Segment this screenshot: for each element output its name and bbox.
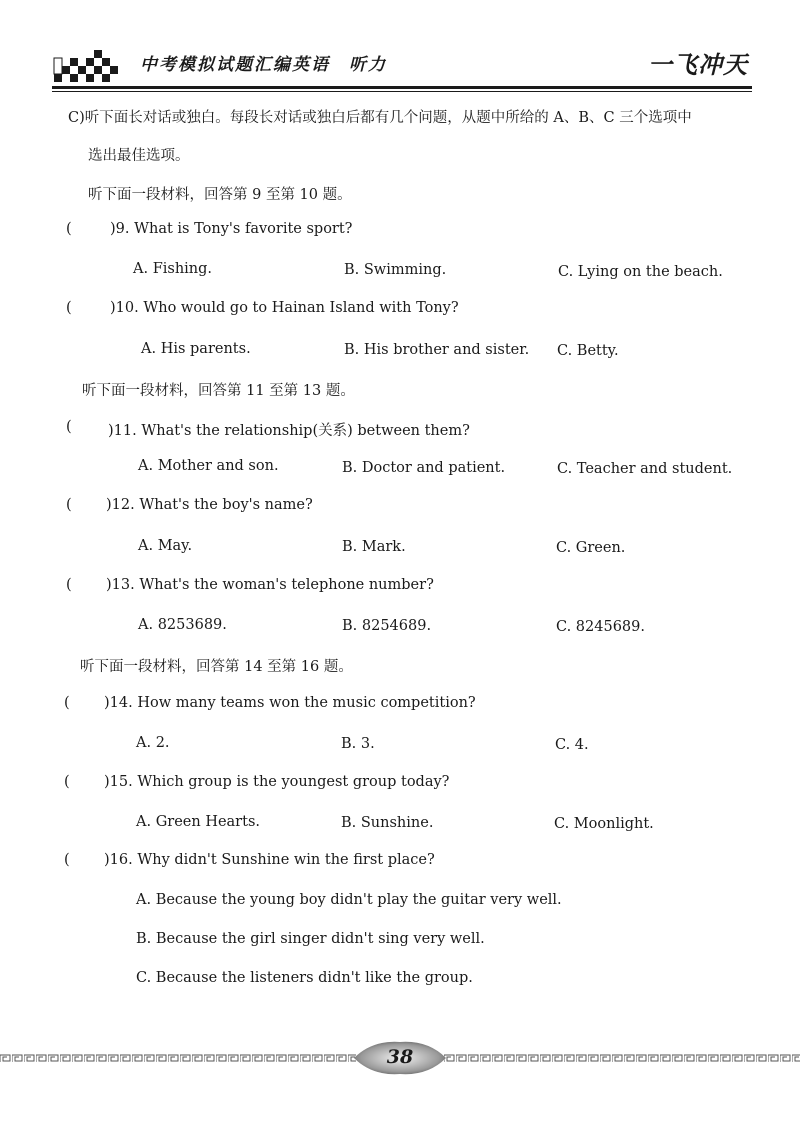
page-header [0,0,800,100]
option-c: C. Moonlight. [554,816,654,832]
question-stem: )16. Why didn't Sunshine win the first place? [104,852,435,868]
option-c: C. 8245689. [556,619,645,635]
option-a: A. Fishing. [133,261,213,277]
header-title: 中考模拟试题汇编英语 听力 [140,55,387,75]
option-a: A. May. [138,538,193,554]
group-heading: 听下面一段材料，回答第 11 至第 13 题。 [82,383,355,399]
option-b: B. 8254689. [342,618,432,634]
answer-blank[interactable]: ( [66,577,72,593]
header-brand: 一飞冲天 [648,50,748,79]
option-b: B. Mark. [342,539,406,555]
answer-blank[interactable]: ( [66,497,72,513]
option-a: A. His parents. [141,341,251,357]
option-b: B. Doctor and patient. [342,460,506,476]
option-a: A. Because the young boy didn't play the guitar very well. [136,892,562,908]
section-instruction-cont: 选出最佳选项。 [88,148,190,164]
option-a: A. 2. [136,735,170,751]
group-heading: 听下面一段材料，回答第 14 至第 16 题。 [80,659,353,675]
option-b: B. His brother and sister. [344,342,530,358]
option-b: B. Because the girl singer didn't sing very well. [136,931,485,947]
answer-blank[interactable]: ( [64,852,70,868]
option-b: B. Sunshine. [341,815,434,831]
page-number: 38 [386,1046,414,1068]
header-rule [52,86,752,89]
question-stem: )10. Who would go to Hainan Island with Tony? [110,300,459,316]
option-a: A. Mother and son. [138,458,279,474]
question-stem: )12. What's the boy's name? [106,497,313,513]
question-stem: )11. What's the relationship(关系) between them? [108,423,470,439]
checkered-logo-icon [52,48,124,84]
question-stem: )15. Which group is the youngest group today? [104,774,450,790]
header-rule-thin [52,91,752,92]
page-footer [0,1038,800,1078]
option-a: A. 8253689. [138,617,227,633]
option-c: C. Teacher and student. [557,461,733,477]
option-b: B. Swimming. [344,262,447,278]
option-b: B. 3. [341,736,375,752]
option-a: A. Green Hearts. [136,814,260,830]
answer-blank[interactable]: ( [64,774,70,790]
option-c: C. 4. [555,737,589,753]
question-stem: )9. What is Tony's favorite sport? [110,221,353,237]
answer-blank[interactable]: ( [66,221,72,237]
section-instruction: C)听下面长对话或独白。每段长对话或独白后都有几个问题，从题中所给的 A、B、C 三个选项中 [68,110,692,126]
answer-blank[interactable]: ( [64,695,70,711]
option-c: C. Green. [556,540,626,556]
question-stem: )14. How many teams won the music competition? [104,695,476,711]
option-c: C. Betty. [557,343,619,359]
answer-blank[interactable]: ( [66,300,72,316]
group-heading: 听下面一段材料，回答第 9 至第 10 题。 [88,187,352,203]
option-c: C. Lying on the beach. [558,264,723,280]
answer-blank[interactable]: ( [66,419,72,435]
question-stem: )13. What's the woman's telephone number? [106,577,434,593]
option-c: C. Because the listeners didn't like the group. [136,970,473,986]
